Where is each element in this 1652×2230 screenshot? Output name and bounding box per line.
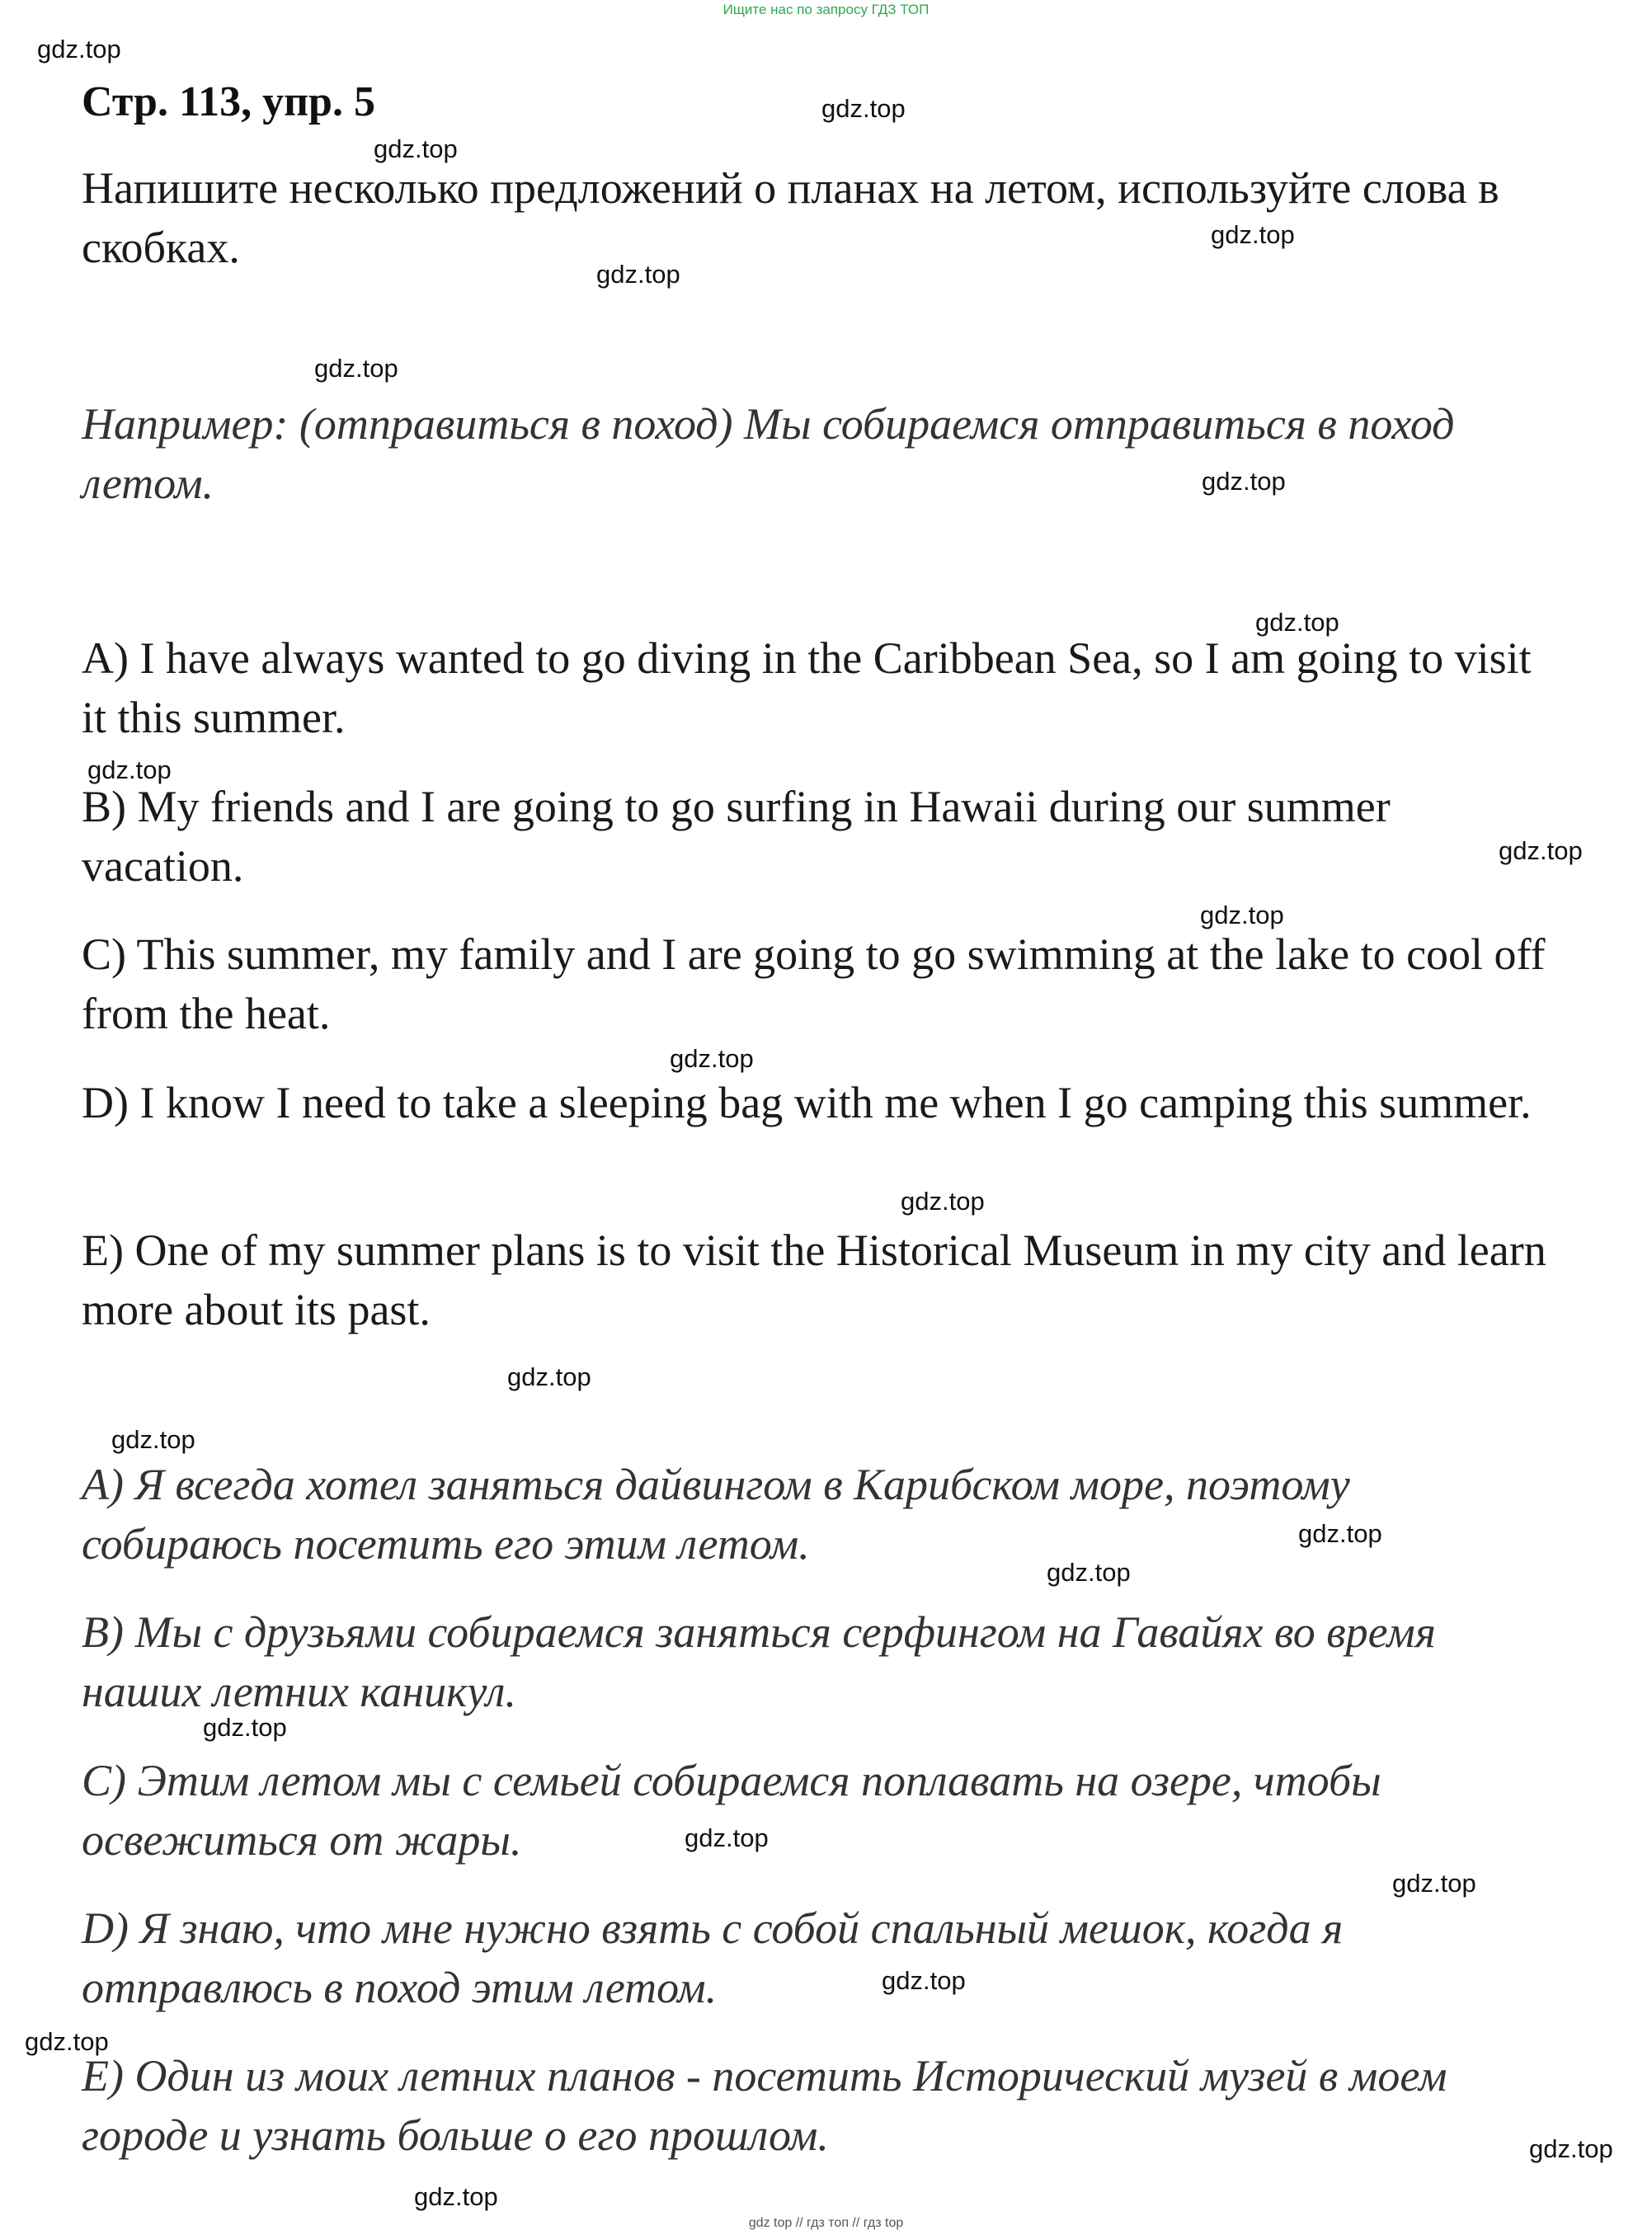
watermark: gdz.top (901, 1187, 985, 1216)
answer-en-e: E) One of my summer plans is to visit the Historical Museum in my city and learn more about its past. (82, 1226, 1546, 1334)
watermark: gdz.top (1200, 901, 1284, 929)
answer-en-b: B) My friends and I are going to go surfing in Hawaii during our summer vacation. (82, 782, 1391, 891)
watermark: gdz.top (821, 94, 906, 123)
watermark: gdz.top (203, 1713, 287, 1742)
answer-ru-a: A) Я всегда хотел заняться дайвингом в Карибском море, поэтому собираюсь посетить его этим летом. (82, 1460, 1350, 1569)
watermark: gdz.top (670, 1044, 754, 1073)
watermark: gdz.top (1255, 608, 1339, 637)
watermark: gdz.top (1298, 1519, 1382, 1548)
answer-ru-d: D) Я знаю, что мне нужно взять с собой спальный мешок, когда я отправлюсь в поход этим летом. (82, 1903, 1344, 2012)
top-banner[interactable]: Ищите нас по запросу ГДЗ ТОП (722, 2, 930, 17)
watermark: gdz.top (37, 35, 121, 64)
watermark: gdz.top (507, 1362, 591, 1391)
watermark: gdz.top (374, 134, 458, 163)
watermark: gdz.top (1047, 1558, 1131, 1587)
watermark: gdz.top (596, 260, 680, 289)
answer-en-c: C) This summer, my family and I are going to go swimming at the lake to cool off from the heat. (82, 929, 1546, 1038)
answer-en-a: A) I have always wanted to go diving in the Caribbean Sea, so I am going to visit it this summer. (82, 633, 1532, 742)
answer-ru-b: B) Мы с друзьями собираемся заняться серфингом на Гавайях во время наших летних каникул. (82, 1607, 1436, 1716)
watermark: gdz.top (1499, 836, 1583, 865)
answer-ru-e: E) Один из моих летних планов - посетить Исторический музей в моем городе и узнать больше о его прошлом. (82, 2051, 1447, 2160)
watermark: gdz.top (685, 1823, 769, 1852)
answer-en-d: D) I know I need to take a sleeping bag with me when I go camping this summer. (82, 1078, 1532, 1127)
watermark: gdz.top (1211, 220, 1295, 249)
watermark: gdz.top (314, 354, 398, 383)
watermark: gdz.top (414, 2182, 498, 2211)
watermark: gdz.top (1529, 2134, 1613, 2163)
watermark: gdz.top (25, 2027, 109, 2056)
answer-ru-c: C) Этим летом мы с семьей собираемся поплавать на озере, чтобы освежиться от жары. (82, 1756, 1381, 1865)
example-text: Например: (отправиться в поход) Мы собираемся отправиться в поход летом. (82, 399, 1455, 508)
page-title: Стр. 113, упр. 5 (82, 78, 375, 125)
watermark: gdz.top (87, 755, 172, 784)
task-text: Напишите несколько предложений о планах на летом, используйте слова в скобках. (82, 163, 1499, 272)
watermark: gdz.top (882, 1966, 966, 1995)
footer-links[interactable]: gdz top // гдз топ // гдз top (748, 2216, 904, 2230)
watermark: gdz.top (1392, 1869, 1476, 1898)
watermark: gdz.top (1202, 467, 1286, 496)
watermark: gdz.top (111, 1425, 195, 1454)
